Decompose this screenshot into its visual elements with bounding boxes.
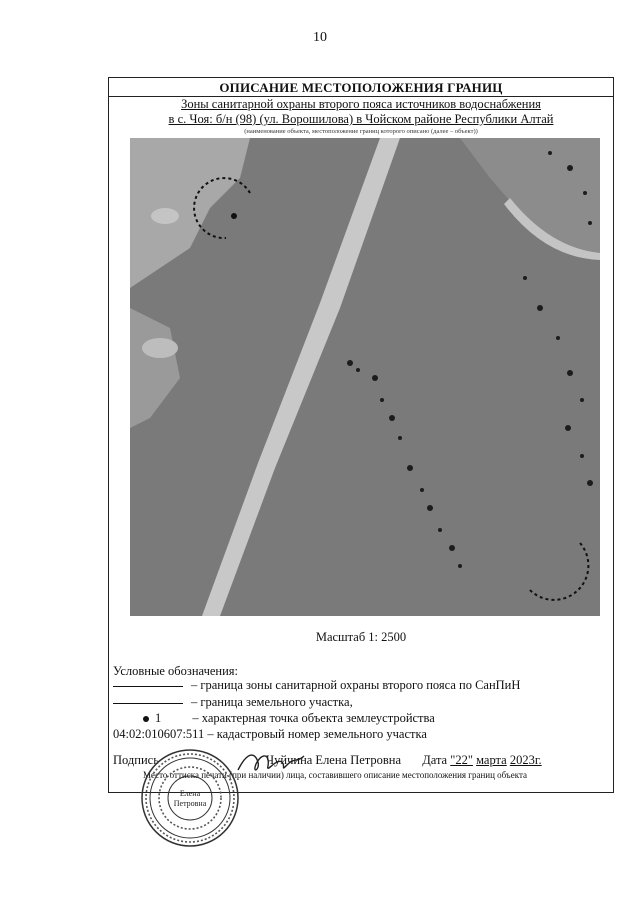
seal-text-1: Елена bbox=[179, 789, 201, 798]
page-number: 10 bbox=[313, 30, 327, 45]
stamp-note: Место оттиска печати (при наличии) лица, составившего описание местоположения границ объекта bbox=[143, 770, 527, 780]
legend-cadastral-label: – кадастровый номер земельного участка bbox=[207, 727, 427, 741]
characteristic-point bbox=[231, 213, 237, 219]
date-day: "22" bbox=[450, 753, 473, 767]
legend-point-label: – характерная точка объекта землеустройства bbox=[192, 711, 435, 725]
document-title: ОПИСАНИЕ МЕСТОПОЛОЖЕНИЯ ГРАНИЦ bbox=[219, 80, 503, 95]
date-year: 2023г. bbox=[509, 753, 542, 767]
legend-point-number: 1 bbox=[155, 711, 162, 725]
object-caption: (наименование объекта, местоположение границ которого описано (далее – объект)) bbox=[244, 128, 478, 135]
signer-name: Чуйчина Елена Петровна bbox=[266, 753, 402, 767]
legend-cadastral bbox=[113, 727, 427, 742]
legend-land-boundary bbox=[113, 695, 353, 710]
object-name-line2: в с. Чоя: б/н (98) (ул. Ворошилова) в Чойском районе Республики Алтай bbox=[168, 112, 554, 126]
map-image bbox=[130, 138, 600, 616]
date-month: марта bbox=[476, 753, 507, 767]
signature-label: Подпись bbox=[113, 753, 159, 767]
satellite-map bbox=[130, 138, 600, 616]
legend-cadastral-number: 04:02:010607:511 bbox=[113, 727, 205, 741]
land-boundary-symbol bbox=[113, 703, 183, 704]
seal-text-2: Петровна bbox=[173, 799, 207, 808]
handwritten-signature bbox=[236, 744, 306, 778]
legend-zone-boundary bbox=[113, 678, 520, 693]
date-label: Дата bbox=[422, 753, 448, 767]
official-seal bbox=[140, 748, 240, 848]
legend-zone-boundary-label: – граница зоны санитарной охраны второго пояса по СанПиН bbox=[191, 678, 521, 692]
legend-land-boundary-label: – граница земельного участка, bbox=[191, 695, 353, 709]
zone-boundary-symbol bbox=[113, 686, 183, 687]
object-name-line1: Зоны санитарной охраны второго пояса источников водоснабжения bbox=[181, 97, 541, 111]
map-scale: Масштаб 1: 2500 bbox=[315, 630, 407, 644]
building-patch bbox=[151, 208, 179, 224]
legend-point bbox=[113, 711, 435, 726]
point-symbol bbox=[143, 716, 149, 722]
description-frame bbox=[108, 77, 614, 793]
building-patch bbox=[142, 338, 178, 358]
legend-heading: Условные обозначения: bbox=[113, 664, 239, 678]
